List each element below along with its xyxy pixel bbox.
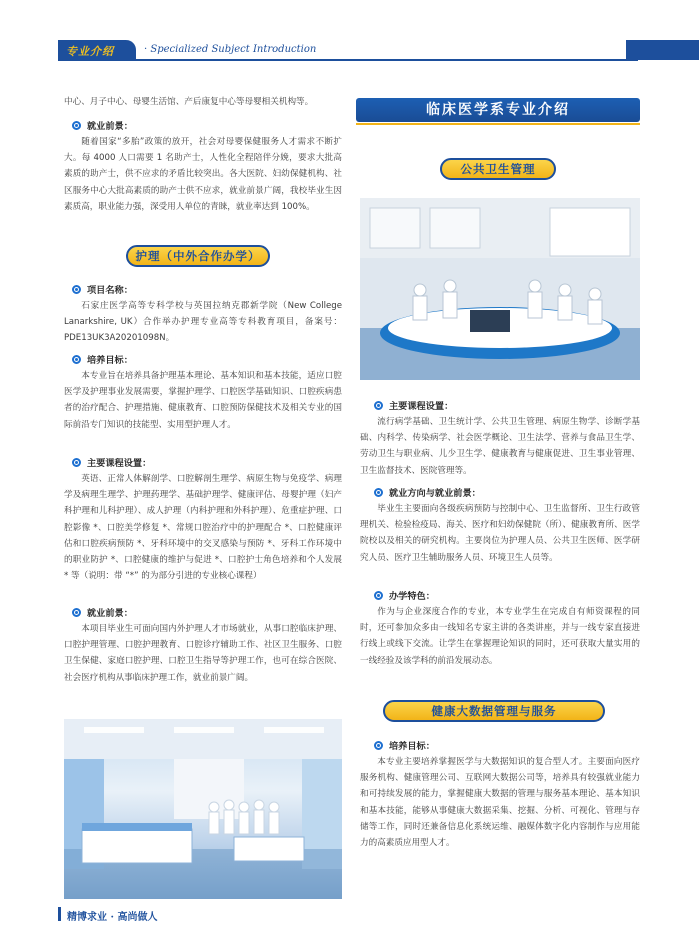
project-heading bbox=[72, 282, 133, 296]
classroom-illustration bbox=[360, 198, 640, 380]
job-heading-label: 就业前景： bbox=[87, 608, 133, 619]
nursing-section-title: 护理（中外合作办学） bbox=[135, 249, 261, 263]
nursing-ward-illustration bbox=[64, 719, 342, 899]
ph-job-heading-label: 就业方向与就业前景： bbox=[389, 488, 481, 499]
department-title: 临床医学系专业介绍 bbox=[426, 102, 570, 118]
prospect-paragraph bbox=[64, 134, 342, 215]
section-subtitle: · Specialized Subject Introduction bbox=[144, 44, 317, 55]
feature-text: 作为与企业深度合作的专业，本专业学生在完成自有师资课程的同时，还可参加众多由一线知名专家主讲的各类讲座，并与一线专家直接进行线上或线下交流。让学生在掌握理论知识的同时，还可获取大量实用的一线经验及该学科的前沿发展动态。 bbox=[360, 607, 640, 666]
job-paragraph bbox=[64, 621, 342, 686]
nursing-ward-photo bbox=[64, 719, 342, 899]
prospect-text: 随着国家“多胎”政策的放开，社会对母婴保健服务人才需求不断扩大。每 4000 人口需要 1 名助产士，人性化全程陪伴分娩，要求大批高素质的助产士，供不应求的矛盾比较突出。各大医院、妇幼保健机构、社区服务中心大批高素质的助产士供不应求，就业前景广阔，我校毕业生因素质高，职业能力强，深受用人单位的青睐，就业率达到 100%。 bbox=[64, 137, 342, 212]
ph-course-heading-label: 主要课程设置： bbox=[389, 401, 454, 412]
ph-course-heading bbox=[374, 398, 453, 412]
bigdata-title: 健康大数据管理与服务 bbox=[431, 704, 557, 718]
bullet-icon bbox=[72, 355, 81, 364]
goal-paragraph bbox=[64, 368, 342, 433]
department-title-banner bbox=[356, 98, 640, 122]
intro-text: 中心、月子中心、母婴生活馆、产后康复中心等母婴相关机构等。 bbox=[64, 97, 314, 107]
goal-heading-label: 培养目标： bbox=[87, 355, 133, 366]
header-rule bbox=[58, 59, 638, 61]
public-health-title: 公共卫生管理 bbox=[460, 162, 536, 176]
bullet-icon bbox=[72, 121, 81, 130]
feature-paragraph bbox=[360, 604, 640, 669]
job-text: 本项目毕业生可面向国内外护理人才市场就业，从事口腔临床护理、口腔护理管理、口腔护理教育、口腔诊疗辅助工作、社区卫生服务、口腔卫生保健、家庭口腔护理、口腔卫生指导等护理工作，也可在综合医院、社会医疗机构从事临床护理工作，就业前景广阔。 bbox=[64, 624, 342, 683]
bullet-icon bbox=[72, 458, 81, 467]
course-text: 英语、正常人体解剖学、口腔解剖生理学、病原生物与免疫学、病理学及病理生理学、护理药理学、基础护理学、健康评估、母婴护理（妇产科护理和儿科护理）、成人护理（内科护理和外科护理）、危重症护理、口腔影像 *、口腔美学修复 *、常规口腔治疗中的护理配合 *、口腔健康评估和口腔疾病预防 *、牙科环境中的交叉感染与预防 *、牙科工作环境中的职业防护 *、口腔健康的维护与促进 *、口腔护士角色培养和个人发展 * 等（说明：带 “*” 的为部分引进的专业核心课程） bbox=[64, 474, 342, 582]
ph-course-text: 流行病学基础、卫生统计学、公共卫生管理、病原生物学、诊断学基础、内科学、传染病学、社会医学概论、卫生法学、营养与食品卫生学、劳动卫生与职业病、儿少卫生学、健康教育与健康促进、卫生事业管理、卫生监督技术、医院管理等。 bbox=[360, 417, 640, 476]
bullet-icon bbox=[374, 401, 383, 410]
prospect-heading bbox=[72, 118, 133, 132]
course-heading bbox=[72, 455, 151, 469]
public-health-banner bbox=[440, 158, 556, 180]
goal-text: 本专业旨在培养具备护理基本理论、基本知识和基本技能，适应口腔医学及护理事业发展需要，掌握护理学、口腔医学基础知识、口腔疾病患者的治疗配合、护理措施、健康教育、口腔预防保健技术及相关专业的国际前沿专门知识的技能型、实用型护理人才。 bbox=[64, 371, 342, 430]
course-paragraph bbox=[64, 471, 342, 584]
prospect-heading-label: 就业前景： bbox=[87, 121, 133, 132]
classroom-photo bbox=[360, 198, 640, 380]
course-heading-label: 主要课程设置： bbox=[87, 458, 152, 469]
project-heading-label: 项目名称： bbox=[87, 285, 133, 296]
job-heading bbox=[72, 605, 133, 619]
goal-heading bbox=[72, 352, 133, 366]
bigdata-goal-text: 本专业主要培养掌握医学与大数据知识的复合型人才。主要面向医疗服务机构、健康管理公司、互联网大数据公司等，培养具有较强就业能力和可持续发展的能力，掌握健康大数据的管理与服务基本理论、基本知识和基本技能，能够从事健康大数据采集、挖掘、分析、可视化、管理与存储等工作，同时还兼备信息化系统运维、融媒体数字化内容制作与应用能力的高素质应用型人才。 bbox=[360, 757, 640, 849]
left-intro-line bbox=[64, 94, 342, 110]
bullet-icon bbox=[374, 591, 383, 600]
footer-slogan: 精博求业 · 高尚做人 bbox=[67, 912, 158, 923]
feature-heading-label: 办学特色： bbox=[389, 591, 435, 602]
section-tab-label: 专业介绍 bbox=[66, 45, 114, 58]
ph-job-heading bbox=[374, 485, 481, 499]
ph-job-paragraph bbox=[360, 501, 640, 566]
bullet-icon bbox=[374, 741, 383, 750]
feature-heading bbox=[374, 588, 435, 602]
page-header bbox=[0, 40, 699, 60]
bigdata-banner bbox=[383, 700, 605, 722]
ph-job-text: 毕业生主要面向各级疾病预防与控制中心、卫生监督所、卫生行政管理机关、检验检疫局、海关、医疗和妇幼保健院（所）、健康教育所、医学院校以及相关的研究机构。主要岗位为护理人员、公共卫生医师、医学研究人员、医疗卫生辅助服务人员、环境卫生人员等。 bbox=[360, 504, 640, 563]
nursing-section-banner bbox=[126, 245, 270, 267]
ph-course-paragraph bbox=[360, 414, 640, 479]
bullet-icon bbox=[72, 285, 81, 294]
footer-accent bbox=[58, 907, 61, 921]
header-corner-block bbox=[626, 40, 699, 60]
bigdata-goal-heading-label: 培养目标： bbox=[389, 741, 435, 752]
project-paragraph bbox=[64, 298, 342, 347]
bullet-icon bbox=[72, 608, 81, 617]
bullet-icon bbox=[374, 488, 383, 497]
bigdata-goal-paragraph bbox=[360, 754, 640, 851]
bigdata-goal-heading bbox=[374, 738, 435, 752]
project-text: 石家庄医学高等专科学校与英国拉纳克郡新学院（New College Lanarkshire, UK）合作举办护理专业高等专科教育项目，备案号：PDE13UK3A20201098N。 bbox=[64, 301, 342, 344]
